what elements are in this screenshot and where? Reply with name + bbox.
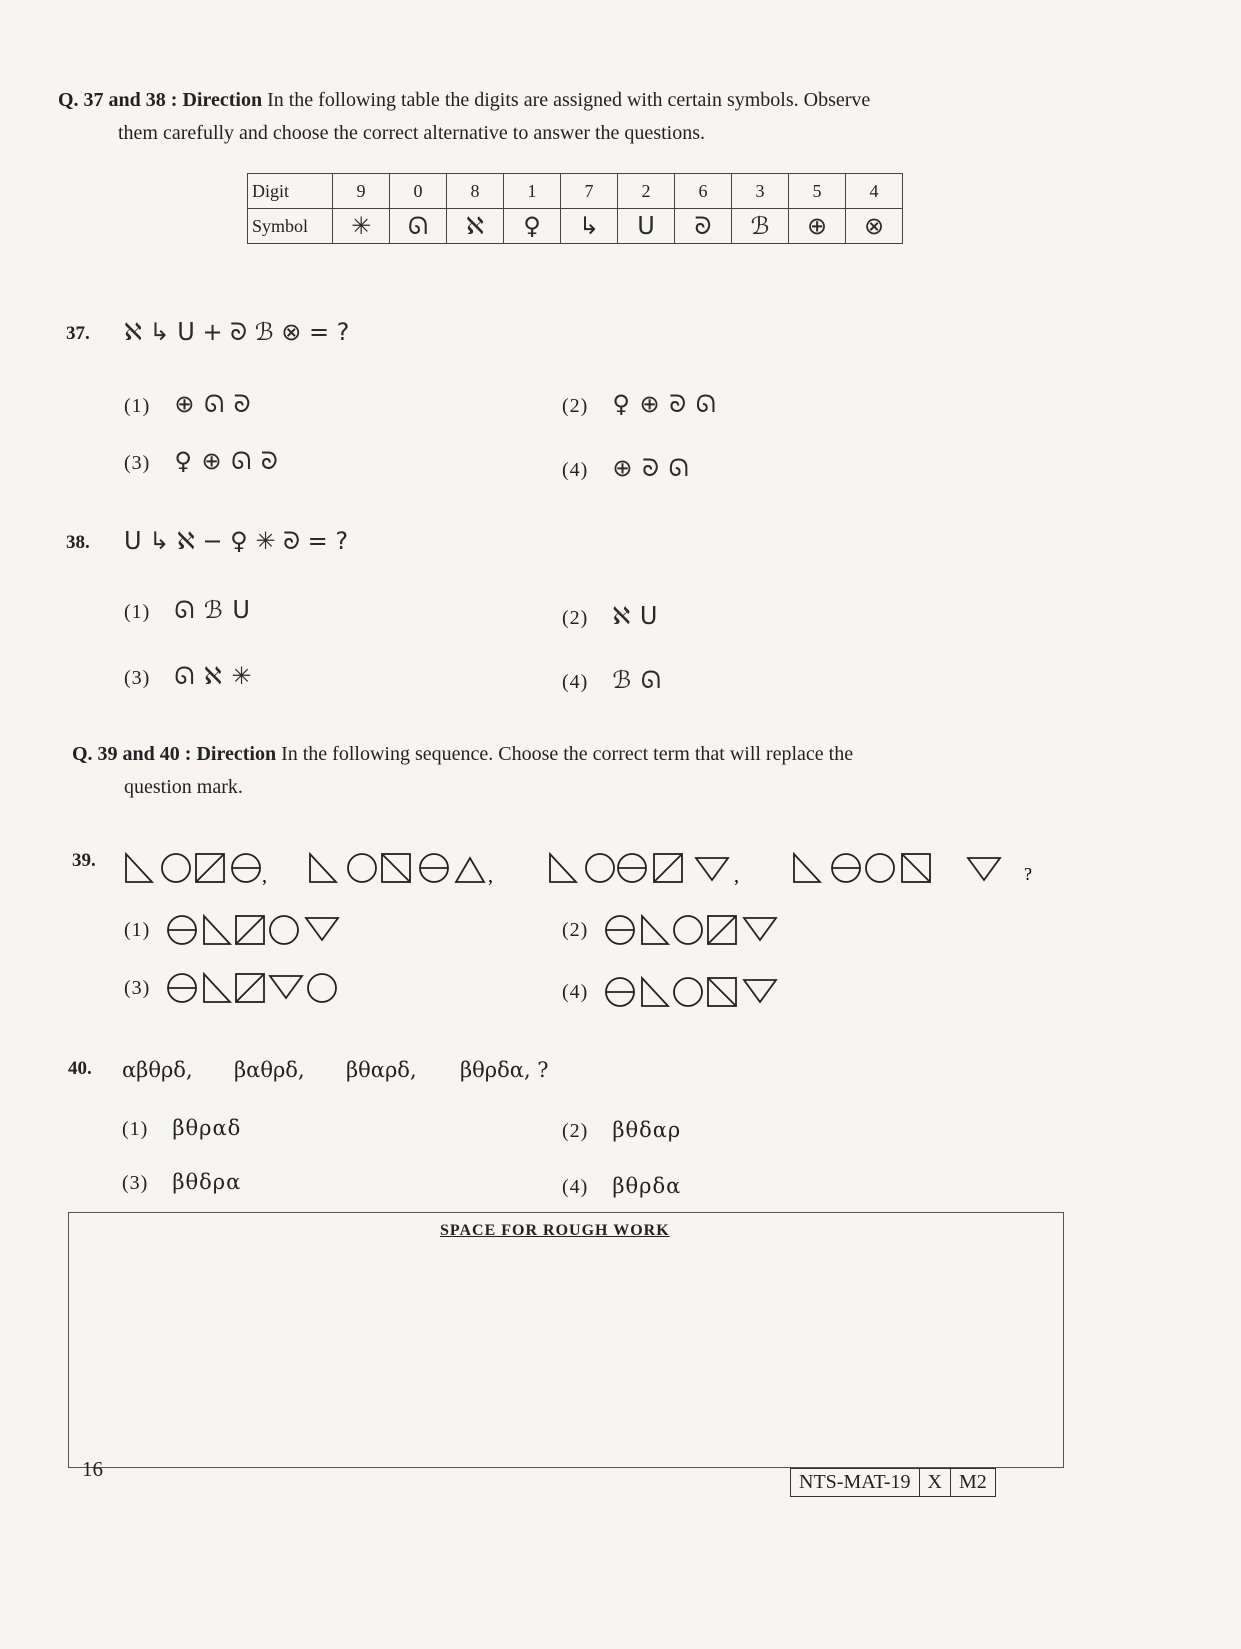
digit-symbol-table [247, 173, 903, 244]
q39-option-4[interactable] [562, 974, 824, 1010]
q39-question-mark: ? [1024, 864, 1032, 884]
q38-expression: ᑌ ↳ ℵ − ♀ ✳ ᘐ = ? [124, 527, 349, 555]
digit-cell: 3 [732, 174, 789, 209]
q40-option-1[interactable] [122, 1116, 241, 1141]
q40-term-3: βθαρδ, [346, 1058, 417, 1082]
paper-set: X [920, 1469, 951, 1496]
option-label: (2) [562, 607, 589, 629]
slashed-square-icon [236, 916, 264, 944]
slashed-square-icon [654, 854, 682, 882]
rough-work-area[interactable] [68, 1212, 1064, 1468]
direction-37-38-line2: them carefully and choose the correct alternative to answer the questions. [118, 122, 705, 144]
q40-number: 40. [68, 1058, 92, 1079]
triangle-down-icon [696, 858, 728, 880]
option-symbols: ⊕ ᘐ ᘏ [612, 454, 690, 482]
bisected-circle-icon [606, 916, 634, 944]
q39-option-2[interactable] [562, 912, 824, 948]
right-triangle-icon [204, 916, 230, 944]
symbol-cell: ℬ [732, 209, 789, 244]
option-text: βθδαρ [612, 1118, 682, 1142]
right-triangle-icon [550, 854, 576, 882]
triangle-down-icon [744, 918, 776, 940]
symbol-cell: ᘏ [390, 209, 447, 244]
bisected-circle-icon [232, 854, 260, 882]
direction-text: In the following table the digits are assigned with certain symbols. Observe [262, 89, 871, 111]
q40-term-1: αβθρδ, [122, 1058, 193, 1082]
slashed-square-icon [236, 974, 264, 1002]
digit-cell: 5 [789, 174, 846, 209]
option-text: βθρδα [612, 1174, 682, 1198]
symbol-header: Symbol [248, 209, 333, 244]
q39-number: 39. [72, 850, 96, 871]
option-label: (3) [124, 667, 151, 689]
circle-icon [348, 854, 376, 882]
q40-term-4: βθρδα, ? [460, 1058, 549, 1082]
option-label: (1) [124, 601, 151, 623]
digit-cell: 6 [675, 174, 732, 209]
backslash-square-icon [382, 854, 410, 882]
option-label: (1) [124, 395, 151, 417]
symbol-cell: ⊕ [789, 209, 846, 244]
circle-icon [586, 854, 614, 882]
option-label: (3) [122, 1172, 149, 1194]
option-label: (2) [562, 918, 589, 941]
circle-icon [308, 974, 336, 1002]
digit-cell: 4 [846, 174, 903, 209]
direction-37-38 [58, 84, 1078, 116]
symbol-cell: ᘐ [675, 209, 732, 244]
triangle-down-icon [744, 980, 776, 1002]
paper-code-box [790, 1468, 996, 1497]
option-label: (3) [124, 976, 151, 999]
q38-option-3[interactable] [124, 662, 253, 690]
symbol-cell: ♀ [504, 209, 561, 244]
circle-icon [270, 916, 298, 944]
circle-icon [674, 916, 702, 944]
svg-text:,: , [734, 865, 739, 887]
page-number: 16 [82, 1457, 103, 1481]
paper-medium: M2 [958, 1471, 987, 1493]
right-triangle-icon [642, 916, 668, 944]
circle-icon [674, 978, 702, 1006]
bisected-circle-icon [168, 916, 196, 944]
option-symbols: ℵ ᑌ [612, 602, 659, 630]
digit-cell: 2 [618, 174, 675, 209]
q37-option-3[interactable] [124, 447, 279, 475]
q37-option-2[interactable] [562, 390, 717, 418]
option-label: (4) [562, 1176, 589, 1198]
option-symbols: ℬ ᘏ [612, 666, 662, 694]
digit-row [248, 174, 903, 209]
bisected-circle-icon [168, 974, 196, 1002]
option-label: (2) [562, 395, 589, 417]
q40-term-2: βαθρδ, [234, 1058, 305, 1082]
option-label: (2) [562, 1120, 589, 1142]
bisected-circle-icon [618, 854, 646, 882]
circle-icon [866, 854, 894, 882]
digit-cell: 8 [447, 174, 504, 209]
option-shapes [604, 912, 824, 948]
backslash-square-icon [902, 854, 930, 882]
symbol-cell: ᑌ [618, 209, 675, 244]
q37-expression: ℵ ↳ ᑌ + ᘐ ℬ ⊗ = ? [124, 318, 350, 346]
q37-option-4[interactable] [562, 454, 690, 482]
direction-text: In the following sequence. Choose the correct term that will replace the [276, 743, 854, 765]
digit-cell: 1 [504, 174, 561, 209]
digit-cell: 7 [561, 174, 618, 209]
triangle-down-icon [270, 976, 302, 998]
right-triangle-icon [204, 974, 230, 1002]
slashed-square-icon [708, 916, 736, 944]
triangle-up-icon [456, 858, 484, 882]
triangle-down-icon [306, 918, 338, 940]
q40-option-4[interactable] [562, 1174, 681, 1199]
symbol-cell: ⊗ [846, 209, 903, 244]
svg-text:,: , [488, 865, 493, 887]
svg-text:,: , [262, 865, 267, 887]
triangle-down-icon [968, 858, 1000, 880]
q40-option-2[interactable] [562, 1118, 681, 1143]
direction-label: Q. 37 and 38 : Direction [58, 89, 263, 111]
direction-39-40 [72, 738, 1092, 770]
option-label: (3) [124, 452, 151, 474]
symbol-row [248, 209, 903, 244]
direction-label: Q. 39 and 40 : Direction [72, 743, 277, 765]
bisected-circle-icon [606, 978, 634, 1006]
option-shapes [604, 974, 824, 1010]
digit-cell: 0 [390, 174, 447, 209]
q39-option-1[interactable] [124, 912, 386, 948]
option-shapes [166, 970, 386, 1006]
option-label: (4) [562, 671, 589, 693]
option-text: βθδρα [172, 1170, 242, 1194]
q38-number: 38. [66, 532, 90, 553]
right-triangle-icon [642, 978, 668, 1006]
symbol-cell: ℵ [447, 209, 504, 244]
option-symbols: ⊕ ᘏ ᘐ [174, 390, 252, 418]
option-label: (4) [562, 980, 589, 1003]
option-symbols: ᘏ ℵ ✳ [174, 662, 253, 690]
q39-sequence [122, 846, 1062, 896]
symbol-cell: ✳ [333, 209, 390, 244]
option-label: (4) [562, 459, 589, 481]
option-symbols: ♀ ⊕ ᘐ ᘏ [612, 390, 717, 418]
digit-header: Digit [248, 174, 333, 209]
q39-option-3[interactable] [124, 970, 386, 1006]
option-text: βθραδ [172, 1116, 242, 1140]
circle-icon [162, 854, 190, 882]
slashed-square-icon [196, 854, 224, 882]
backslash-square-icon [708, 978, 736, 1006]
q38-option-4[interactable] [562, 666, 662, 694]
symbol-cell: ↳ [561, 209, 618, 244]
option-symbols: ᘏ ℬ ᑌ [174, 596, 251, 624]
option-symbols: ♀ ⊕ ᘏ ᘐ [174, 447, 279, 475]
bisected-circle-icon [832, 854, 860, 882]
digit-cell: 9 [333, 174, 390, 209]
direction-39-40-line2: question mark. [124, 776, 243, 798]
q38-option-1[interactable] [124, 596, 251, 624]
bisected-circle-icon [420, 854, 448, 882]
q37-option-1[interactable] [124, 390, 252, 418]
q38-option-2[interactable] [562, 602, 658, 630]
right-triangle-icon [126, 854, 152, 882]
q37-number: 37. [66, 323, 90, 344]
option-label: (1) [122, 1118, 149, 1140]
right-triangle-icon [794, 854, 820, 882]
option-label: (1) [124, 918, 151, 941]
paper-code: NTS-MAT-19 [791, 1469, 920, 1496]
right-triangle-icon [310, 854, 336, 882]
q40-option-3[interactable] [122, 1170, 241, 1195]
option-shapes [166, 912, 386, 948]
rough-work-title: SPACE FOR ROUGH WORK [440, 1222, 670, 1239]
